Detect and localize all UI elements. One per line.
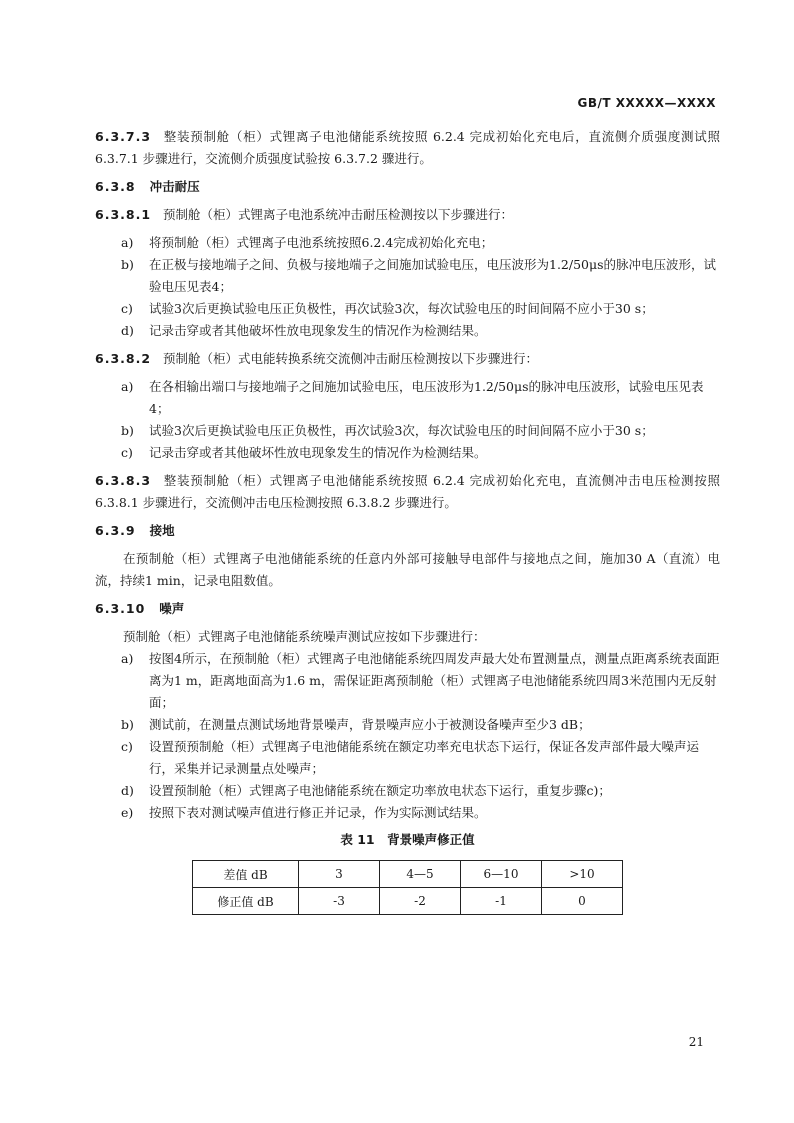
list-item-text: 在各相输出端口与接地端子之间施加试验电压，电压波形为1.2/50μs的脉冲电压波形，试验电压见表4； xyxy=(149,379,704,416)
list-item-text: 按照下表对测试噪声值进行修正并记录，作为实际测试结果。 xyxy=(149,805,487,820)
list-item xyxy=(95,254,720,298)
section-number: 6.3.8.1 xyxy=(95,207,152,222)
list-item-text: 试验3次后更换试验电压正负极性，再次试验3次，每次试验电压的时间间隔不应小于30 s； xyxy=(149,423,654,438)
list-item xyxy=(95,648,720,714)
list-6-3-10 xyxy=(95,648,720,824)
heading-6-3-9 xyxy=(95,520,720,542)
list-marker: b) xyxy=(121,423,134,438)
list-marker: a) xyxy=(121,651,134,666)
list-item xyxy=(95,714,720,736)
list-marker: c) xyxy=(121,739,133,754)
list-marker: d) xyxy=(121,323,134,338)
table-cell: 差值 dB xyxy=(193,861,299,888)
document-code-header: GB/T XXXXX—XXXX xyxy=(577,96,716,110)
list-item-text: 将预制舱（柜）式锂离子电池系统按照6.2.4完成初始化充电； xyxy=(149,235,494,250)
heading-title: 冲击耐压 xyxy=(149,179,200,194)
list-marker: b) xyxy=(121,257,134,272)
table-cell: 0 xyxy=(542,888,623,915)
section-6-3-7-3 xyxy=(95,126,720,170)
heading-title: 噪声 xyxy=(159,601,185,616)
section-text: 预制舱（柜）式锂离子电池系统冲击耐压检测按以下步骤进行： xyxy=(163,207,514,222)
page-number: 21 xyxy=(688,1035,704,1049)
list-item xyxy=(95,442,720,464)
list-item xyxy=(95,736,720,780)
list-marker: a) xyxy=(121,379,134,394)
list-item-text: 按图4所示，在预制舱（柜）式锂离子电池储能系统四周发声最大处布置测量点，测量点距离系统表面距离为1 m，距离地面高为1.6 m，需保证距离预制舱（柜）式锂离子电池储能系统四周3米范围内无反射面； xyxy=(149,651,720,710)
list-item xyxy=(95,298,720,320)
list-item-text: 记录击穿或者其他破坏性放电现象发生的情况作为检测结果。 xyxy=(149,323,487,338)
section-text: 整装预制舱（柜）式锂离子电池储能系统按照 6.2.4 完成初始化充电，直流侧冲击电压检测按照 6.3.8.1 步骤进行，交流侧冲击电压检测按照 6.3.8.2 步骤进行。 xyxy=(95,473,720,510)
list-item-text: 在正极与接地端子之间、负极与接地端子之间施加试验电压，电压波形为1.2/50μs的脉冲电压波形，试验电压见表4； xyxy=(149,257,717,294)
table-caption: 表 11 背景噪声修正值 xyxy=(340,832,475,847)
section-6-3-10-intro: 预制舱（柜）式锂离子电池储能系统噪声测试应按如下步骤进行： xyxy=(123,629,486,644)
list-6-3-8-2 xyxy=(95,376,720,464)
heading-number: 6.3.8 xyxy=(95,179,136,194)
table-cell: >10 xyxy=(542,861,623,888)
list-marker: a) xyxy=(121,235,134,250)
list-marker: d) xyxy=(121,783,134,798)
list-item xyxy=(95,780,720,802)
list-item-text: 记录击穿或者其他破坏性放电现象发生的情况作为检测结果。 xyxy=(149,445,487,460)
noise-correction-table xyxy=(192,860,623,915)
table-row xyxy=(193,861,623,888)
list-marker: b) xyxy=(121,717,134,732)
list-item xyxy=(95,320,720,342)
table-cell: -1 xyxy=(461,888,542,915)
heading-number: 6.3.10 xyxy=(95,601,146,616)
section-number: 6.3.8.2 xyxy=(95,351,152,366)
section-text: 整装预制舱（柜）式锂离子电池储能系统按照 6.2.4 完成初始化充电后，直流侧介质强度测试照 6.3.7.1 步骤进行，交流侧介质强度试验按 6.3.7.2 骤进行。 xyxy=(95,129,720,166)
section-number: 6.3.7.3 xyxy=(95,129,152,144)
heading-number: 6.3.9 xyxy=(95,523,136,538)
table-cell: 修正值 dB xyxy=(193,888,299,915)
table-cell: 6—10 xyxy=(461,861,542,888)
list-item-text: 设置预制舱（柜）式锂离子电池储能系统在额定功率放电状态下运行，重复步骤c)； xyxy=(149,783,611,798)
list-item-text: 设置预预制舱（柜）式锂离子电池储能系统在额定功率充电状态下运行，保证各发声部件最大噪声运行，采集并记录测量点处噪声； xyxy=(149,739,700,776)
section-6-3-8-3 xyxy=(95,470,720,514)
list-item-text: 测试前，在测量点测试场地背景噪声，背景噪声应小于被测设备噪声至少3 dB； xyxy=(149,717,591,732)
list-item-text: 试验3次后更换试验电压正负极性，再次试验3次，每次试验电压的时间间隔不应小于30 s； xyxy=(149,301,654,316)
document-body xyxy=(95,126,720,915)
heading-6-3-8 xyxy=(95,176,720,198)
list-marker: e) xyxy=(121,805,134,820)
list-item xyxy=(95,420,720,442)
heading-title: 接地 xyxy=(149,523,175,538)
section-6-3-8-2 xyxy=(95,348,720,370)
table-row xyxy=(193,888,623,915)
table-cell: 3 xyxy=(299,861,380,888)
section-text: 预制舱（柜）式电能转换系统交流侧冲击耐压检测按以下步骤进行： xyxy=(163,351,539,366)
list-marker: c) xyxy=(121,301,133,316)
list-item xyxy=(95,376,720,420)
list-6-3-8-1 xyxy=(95,232,720,342)
table-cell: -3 xyxy=(299,888,380,915)
section-6-3-9-text: 在预制舱（柜）式锂离子电池储能系统的任意内外部可接触导电部件与接地点之间，施加30 A（直流）电流，持续1 min，记录电阻数值。 xyxy=(95,551,720,588)
section-number: 6.3.8.3 xyxy=(95,473,152,488)
list-item xyxy=(95,802,720,824)
table-cell: -2 xyxy=(380,888,461,915)
heading-6-3-10 xyxy=(95,598,720,620)
list-item xyxy=(95,232,720,254)
section-6-3-8-1 xyxy=(95,204,720,226)
list-marker: c) xyxy=(121,445,133,460)
table-cell: 4—5 xyxy=(380,861,461,888)
